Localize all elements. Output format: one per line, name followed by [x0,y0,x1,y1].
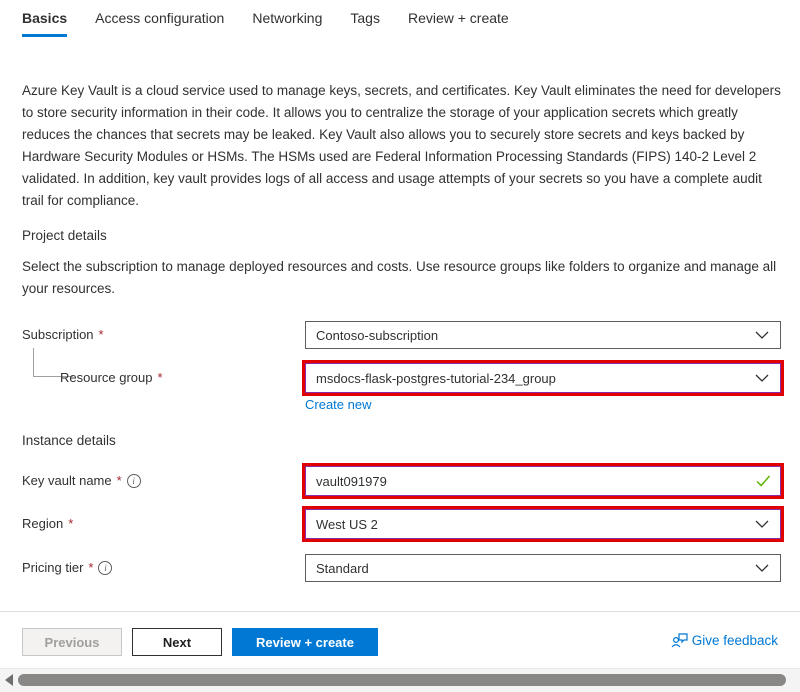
chevron-down-icon [755,331,769,339]
project-details-heading: Project details [22,228,107,243]
wizard-tabs [22,10,509,37]
subscription-dropdown[interactable] [305,321,781,349]
key-vault-name-input[interactable] [305,466,781,496]
info-icon[interactable]: i [127,474,141,488]
subscription-field-wrap [302,318,784,352]
chevron-down-icon [755,374,769,382]
create-new-link[interactable]: Create new [305,397,372,412]
required-asterisk: * [68,516,74,531]
info-icon[interactable]: i [98,561,112,575]
tab-basics[interactable]: Basics [22,10,67,37]
resource-group-annotation-box [302,360,784,396]
pricing-tier-field-wrap [302,551,784,585]
region-label: Region * [22,516,74,531]
previous-button[interactable]: Previous [22,628,122,656]
region-annotation-box [302,506,784,542]
feedback-icon [671,633,688,648]
chevron-down-icon [755,564,769,572]
subscription-value: Contoso-subscription [316,327,439,343]
pricing-tier-dropdown[interactable] [305,554,781,582]
valid-check-icon [756,475,771,487]
resource-group-dropdown[interactable] [305,363,781,393]
required-asterisk: * [116,473,122,488]
give-feedback-label: Give feedback [691,633,778,648]
required-asterisk: * [157,370,163,385]
region-value: West US 2 [316,516,378,532]
key-vault-name-annotation-box [302,463,784,499]
tab-networking[interactable]: Networking [252,10,323,26]
give-feedback-link[interactable] [671,633,778,648]
scroll-left-arrow-icon[interactable] [5,674,13,686]
subscription-label: Subscription * [22,327,104,342]
horizontal-scrollbar-thumb[interactable] [18,674,786,686]
footer-divider [0,611,800,612]
next-button[interactable]: Next [132,628,222,656]
pricing-tier-value: Standard [316,560,369,576]
key-vault-name-label: Key vault name * i [22,473,141,488]
tab-tags[interactable]: Tags [350,10,380,26]
required-asterisk: * [88,560,94,575]
key-vault-name-value: vault091979 [316,473,387,489]
review-create-button[interactable]: Review + create [232,628,378,656]
pricing-tier-label: Pricing tier * i [22,560,112,575]
instance-details-heading: Instance details [22,433,116,448]
chevron-down-icon [755,520,769,528]
tab-review-create[interactable]: Review + create [407,10,509,26]
resource-group-value: msdocs-flask-postgres-tutorial-234_group [316,370,556,386]
required-asterisk: * [98,327,104,342]
region-dropdown[interactable] [305,509,781,539]
service-description: Azure Key Vault is a cloud service used to manage keys, secrets, and certificates. Key Vault eliminates the need for developers to store security information in their code. It allows you to centralize the storage of your application secrets which greatly reduces the chances that secrets may be leaked. Key Vault also allows you to securely store secrets and keys backed by Hardware Security Modules or HSMs. The HSMs used are Federal Information Processing Standards (FIPS) 140-2 Level 2 validated. In addition, key vault provides logs of all access and usage attempts of your secrets so you have a complete audit trail for compliance. [22,83,781,208]
resource-group-label: Resource group * [60,370,163,385]
tab-access-configuration[interactable]: Access configuration [95,10,225,26]
project-details-description: Select the subscription to manage deployed resources and costs. Use resource groups like folders to organize and manage all your resources. [22,259,777,296]
